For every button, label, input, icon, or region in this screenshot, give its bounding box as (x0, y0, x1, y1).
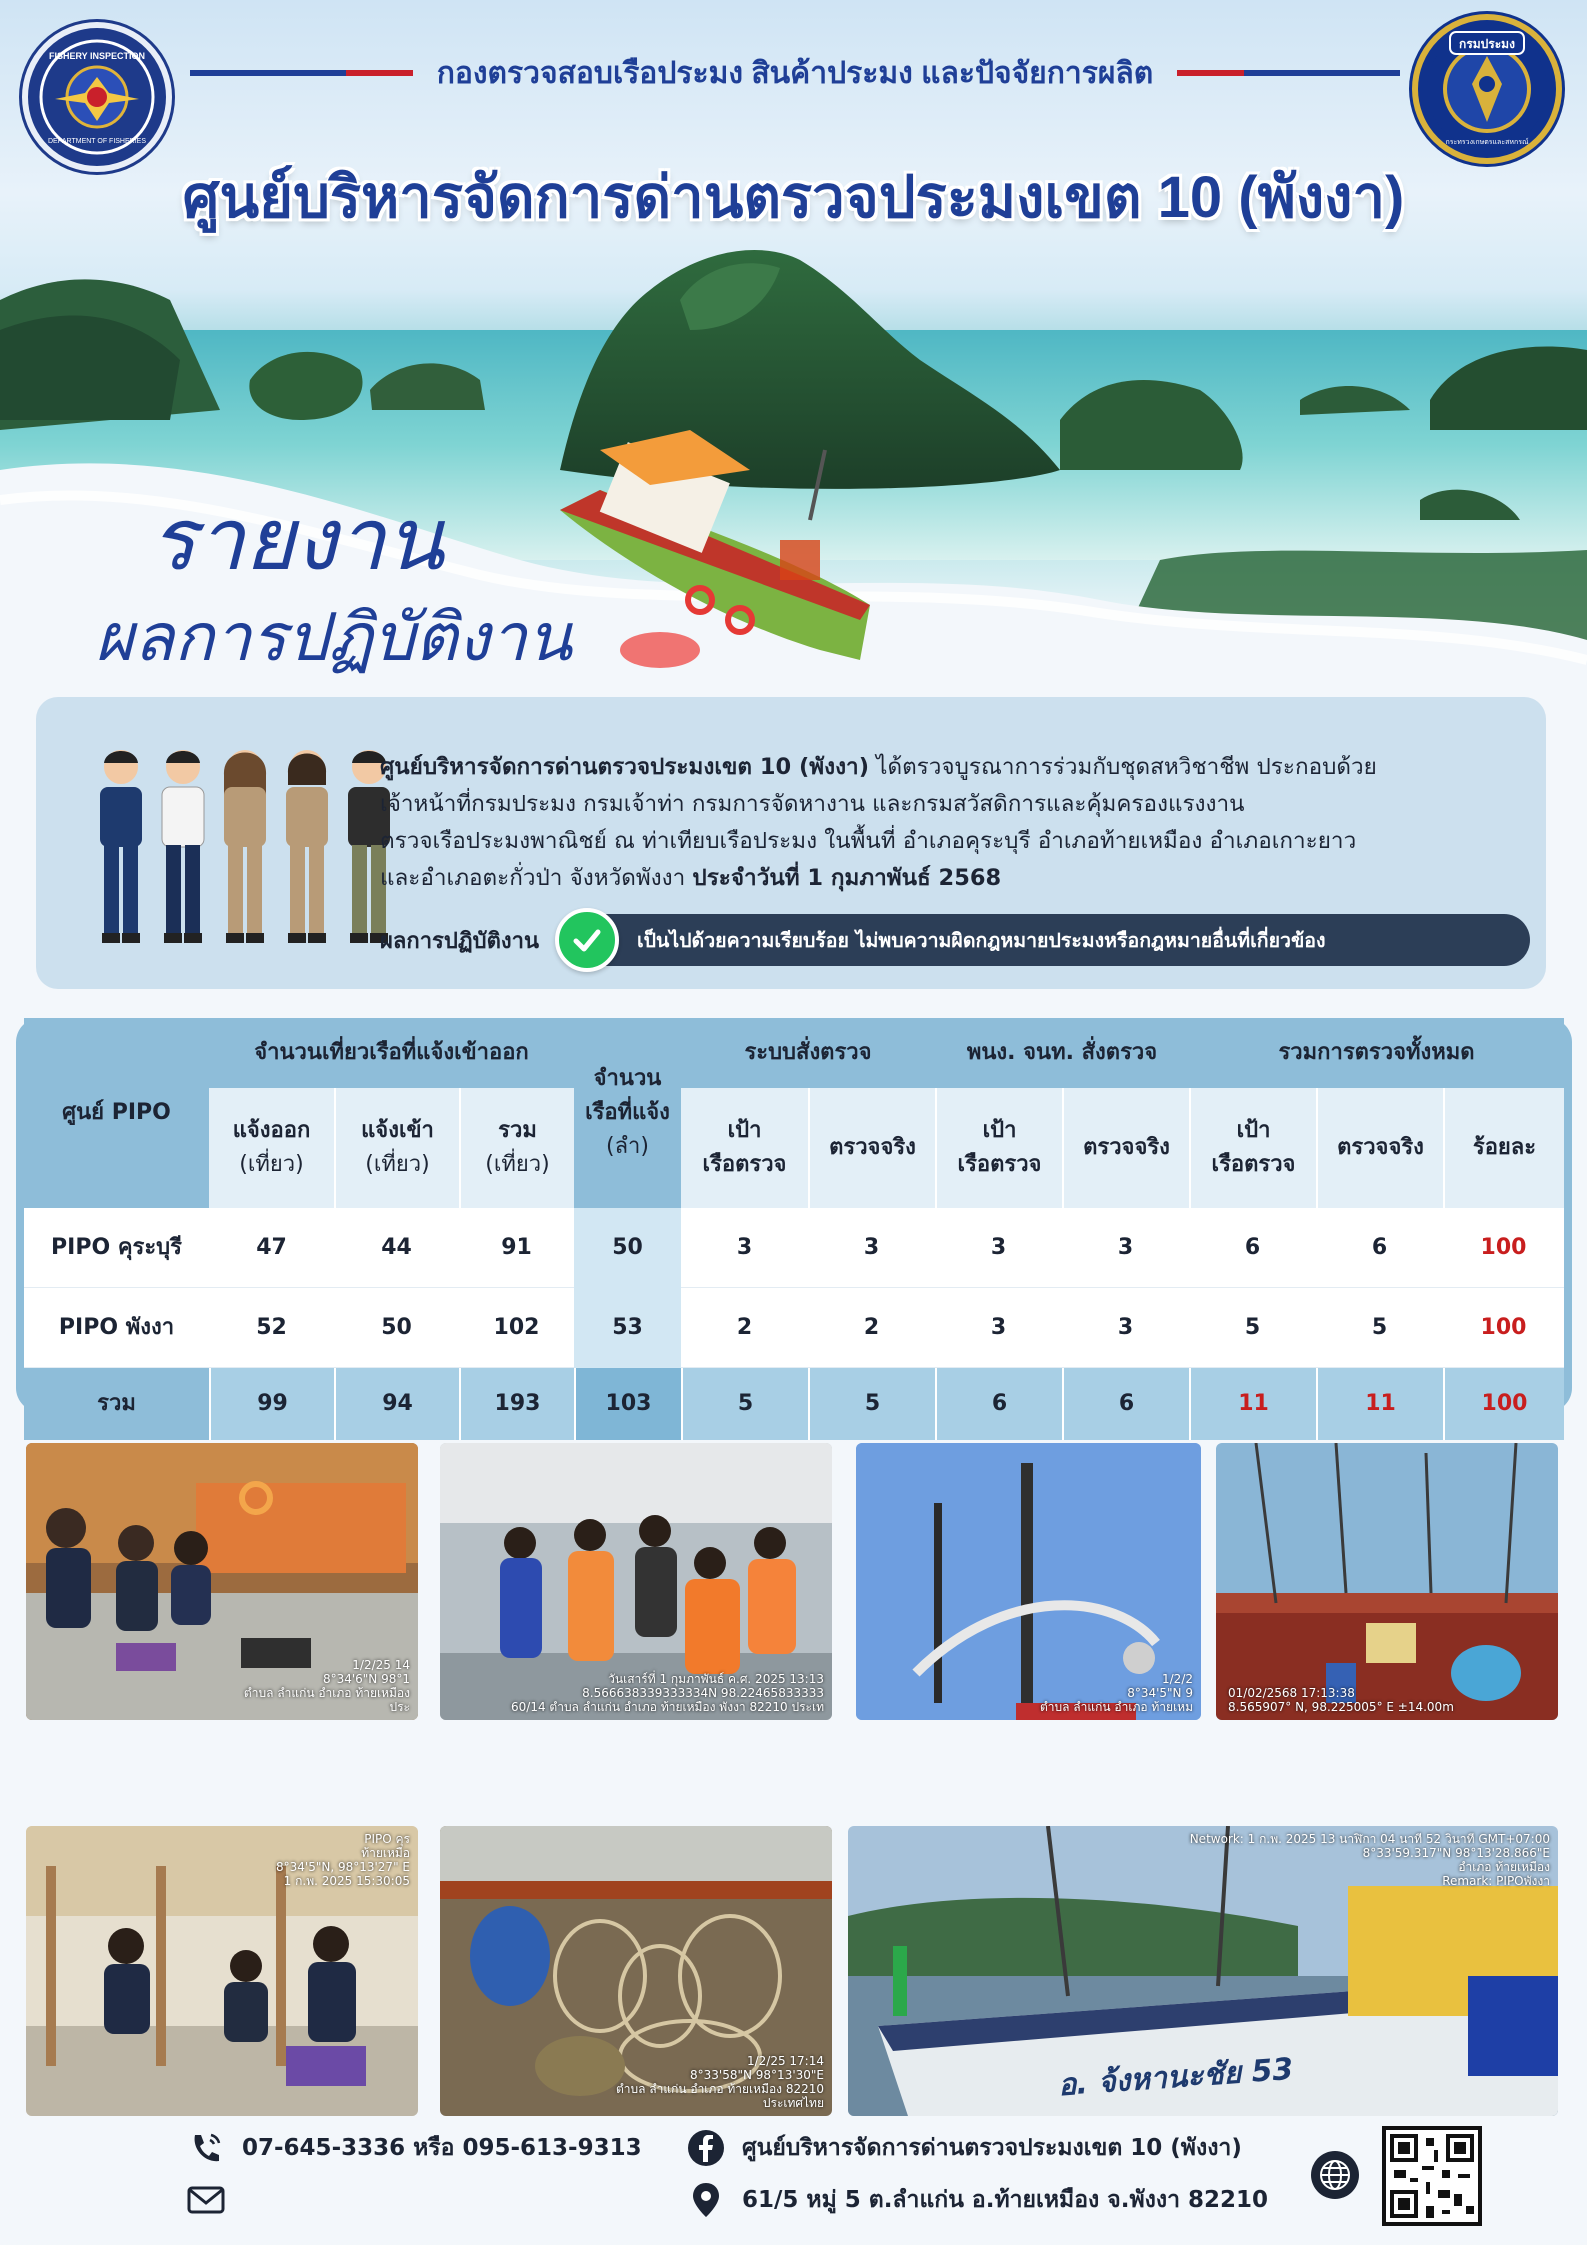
qr-code (1382, 2126, 1482, 2226)
subheader-percent: ร้อยละ (1443, 1088, 1564, 1208)
row-total-out: 99 (209, 1368, 334, 1440)
hero-banner (0, 0, 1587, 690)
footer-facebook (686, 2128, 1242, 2168)
facebook-icon (686, 2128, 726, 2168)
photo-boat-deck (1216, 1443, 1558, 1720)
photo-6-timestamp: 1/2/25 17:14 8°33'58"N 98°13'30"E ตำบล ลำแก่น อำเภอ ท้ายเหมือง 82210 ประเทศไทย (615, 2054, 824, 2110)
summary-line-3: ตรวจเรือประมงพาณิชย์ ณ ท่าเทียบเรือประมง ในพื้นที่ อำเภอคุระบุรี อำเภอท้ายเหมือง อำเภอเกาะยาว (380, 828, 1357, 854)
summary-line-1 (380, 749, 1510, 786)
row-kuraburi-total-actual: 6 (1316, 1208, 1443, 1288)
row-total-total-actual: 11 (1316, 1368, 1443, 1440)
header-trip-count: จำนวนเที่ยวเรือที่แจ้งเข้าออก (209, 1018, 574, 1088)
subheader-in-label: แจ้งเข้า (361, 1118, 434, 1143)
summary-line-4 (380, 860, 1510, 897)
subheader-total-target-line2: เรือตรวจ (1211, 1152, 1296, 1177)
subheader-sum (459, 1088, 574, 1208)
subheader-in-unit: (เที่ยว) (365, 1152, 430, 1177)
row-phangnga-system-target: 2 (681, 1288, 808, 1368)
phone-icon (186, 2128, 226, 2168)
row-total-name: รวม (24, 1368, 209, 1440)
subheader-system-target-line2: เรือตรวจ (702, 1152, 787, 1177)
photo-crew-lifejackets (440, 1443, 832, 1720)
row-total-in: 94 (334, 1368, 459, 1440)
logo-left-bottom-text: DEPARTMENT OF FISHERIES (47, 138, 147, 145)
staff-group-illustration (86, 745, 396, 955)
summary-line-4-rest: และอำเภอตะกั่วป่า จังหวัดพังงา (380, 865, 693, 891)
row-phangnga-total-target: 5 (1189, 1288, 1316, 1368)
subheader-officer-target-line1: เป้า (982, 1118, 1017, 1143)
row-kuraburi-percent: 100 (1443, 1208, 1564, 1288)
header-vessel-count-line1: จำนวน (593, 1066, 662, 1091)
mail-icon (186, 2180, 226, 2220)
row-total-sum: 193 (459, 1368, 574, 1440)
photo-4-timestamp: 01/02/2568 17:13:38 8.565907° N, 98.225005° E ±14.00m (1228, 1686, 1454, 1714)
subheader-officer-actual: ตรวจจริง (1062, 1088, 1189, 1208)
subheader-officer-target (935, 1088, 1062, 1208)
subheader-total-target-line1: เป้า (1236, 1118, 1271, 1143)
row-phangnga-officer-target: 3 (935, 1288, 1062, 1368)
footer-address (686, 2180, 1268, 2220)
subheader-system-target (681, 1088, 808, 1208)
row-kuraburi-name: PIPO คุระบุรี (24, 1208, 209, 1288)
photo-1-timestamp: 1/2/25 14 8°34'6"N 98°1 ตำบล ลำแก่น อำเภอ ท้ายเหมือง ประ (243, 1658, 410, 1714)
header-vessel-count (574, 1018, 681, 1208)
subheader-out (209, 1088, 334, 1208)
subheader-out-unit: (เที่ยว) (239, 1152, 304, 1177)
row-total-vessels: 103 (574, 1368, 681, 1440)
operation-summary-box (36, 697, 1546, 989)
row-phangnga-vessels: 53 (574, 1288, 681, 1368)
subheader-system-target-line1: เป้า (727, 1118, 762, 1143)
row-phangnga-sum: 102 (459, 1288, 574, 1368)
page-title: ศูนย์บริหารจัดการด่านตรวจประมงเขต 10 (พังงา) (182, 165, 1405, 230)
inspection-results-table (16, 1018, 1572, 1416)
row-kuraburi-system-actual: 3 (808, 1208, 935, 1288)
subheader-sum-unit: (เที่ยว) (485, 1152, 550, 1177)
subheader-total-actual: ตรวจจริง (1316, 1088, 1443, 1208)
photo-2-timestamp: วันเสาร์ที่ 1 กุมภาพันธ์ ค.ศ. 2025 13:13 8.566638339333334N 98.22465833333 60/14 ตำบล ลำแก่น อำเภอ ท้ายเหมือง พังงา 82210 ประเท (511, 1672, 824, 1714)
boat-name-plate: อ. จ้งหานะชัย 53 (1057, 2051, 1295, 2104)
header-pipo-center: ศูนย์ PIPO (24, 1018, 209, 1208)
row-phangnga-out: 52 (209, 1288, 334, 1368)
row-kuraburi-vessels: 50 (574, 1208, 681, 1288)
header-vessel-count-unit: (ลำ) (605, 1134, 649, 1159)
subheader-out-label: แจ้งออก (232, 1118, 311, 1143)
logo-right-bottom-text: กระทรวงเกษตรและสหกรณ์ (1445, 139, 1529, 146)
row-kuraburi-officer-actual: 3 (1062, 1208, 1189, 1288)
row-kuraburi-out: 47 (209, 1208, 334, 1288)
row-total-officer-actual: 6 (1062, 1368, 1189, 1440)
globe-icon (1310, 2150, 1360, 2200)
row-kuraburi-total-target: 6 (1189, 1208, 1316, 1288)
row-phangnga-name: PIPO พังงา (24, 1288, 209, 1368)
address-text: 61/5 หมู่ 5 ต.ลำแก่น อ.ท้ายเหมือง จ.พังงา 82210 (742, 2187, 1269, 2213)
row-kuraburi-sum: 91 (459, 1208, 574, 1288)
photo-document-check (26, 1443, 418, 1720)
row-phangnga-total-actual: 5 (1316, 1288, 1443, 1368)
row-total-percent: 100 (1443, 1368, 1564, 1440)
summary-paragraph (380, 749, 1510, 897)
department-of-fisheries-logo (1412, 14, 1562, 164)
photo-desk-inspection (26, 1826, 418, 2116)
summary-date: ประจำวันที่ 1 กุมภาพันธ์ 2568 (692, 865, 1002, 891)
row-phangnga-in: 50 (334, 1288, 459, 1368)
subheader-sum-label: รวม (498, 1118, 537, 1143)
phone-numbers: 07-645-3336 หรือ 095-613-9313 (242, 2135, 642, 2161)
row-total-system-target: 5 (681, 1368, 808, 1440)
subheader-total-target (1189, 1088, 1316, 1208)
header-officer-ordered: พนง. จนท. สั่งตรวจ (935, 1018, 1189, 1088)
row-kuraburi-in: 44 (334, 1208, 459, 1288)
header-divider-right (1177, 70, 1400, 76)
subheader-officer-target-line2: เรือตรวจ (957, 1152, 1042, 1177)
row-phangnga-system-actual: 2 (808, 1288, 935, 1368)
check-icon (555, 908, 619, 972)
result-status: เป็นไปด้วยความเรียบร้อย ไม่พบความผิดกฎหมายประมงหรือกฎหมายอื่นที่เกี่ยวข้อง (593, 914, 1530, 966)
table-grid (24, 1018, 1564, 1416)
header-vessel-count-line2: เรือที่แจ้ง (585, 1100, 670, 1125)
location-pin-icon (686, 2180, 726, 2220)
logo-left-top-text: FISHERY INSPECTION (48, 51, 146, 61)
organization-header (190, 50, 1400, 96)
header-total-inspections: รวมการตรวจทั้งหมด (1189, 1018, 1564, 1088)
footer-phone (186, 2128, 642, 2168)
row-total-system-actual: 5 (808, 1368, 935, 1440)
report-heading: รายงาน (150, 490, 444, 590)
row-total-officer-target: 6 (935, 1368, 1062, 1440)
row-kuraburi-officer-target: 3 (935, 1208, 1062, 1288)
summary-line-2: เจ้าหน้าที่กรมประมง กรมเจ้าท่า กรมการจัดหางาน และกรมสวัสดิการและคุ้มครองแรงงาน (380, 791, 1245, 817)
subheader-system-actual: ตรวจจริง (808, 1088, 935, 1208)
photo-fishing-gear (440, 1826, 832, 2116)
report-subheading: ผลการปฏิบัติงาน (95, 599, 572, 676)
header-system-ordered: ระบบสั่งตรวจ (681, 1018, 935, 1088)
row-phangnga-officer-actual: 3 (1062, 1288, 1189, 1368)
logo-right-top-text: กรมประมง (1459, 37, 1515, 51)
organization-name: กองตรวจสอบเรือประมง สินค้าประมง และปัจจัยการผลิต (436, 56, 1154, 90)
summary-org-name: ศูนย์บริหารจัดการด่านตรวจประมงเขต 10 (พังงา) (380, 754, 869, 780)
photo-5-timestamp: PIPO คุร ท้ายเหมือ 8°34'5"N, 98°13'27" E 1 ก.พ. 2025 15:30:05 (276, 1832, 410, 1888)
photo-7-timestamp: Network: 1 ก.พ. 2025 13 นาฬิกา 04 นาที 52 วินาที GMT+07:00 8°33'59.317"N 98°13'28.866"E อำเภอ ท้ายเหมือง Remark: PIPOพังงา (1189, 1832, 1550, 1888)
summary-line-1-rest: ได้ตรวจบูรณาการร่วมกับชุดสหวิชาชีพ ประกอบด้วย (868, 754, 1377, 780)
row-phangnga-percent: 100 (1443, 1288, 1564, 1368)
photo-vessel-hull (848, 1826, 1558, 2116)
photo-3-timestamp: 1/2/2 8°34'5"N 9 ตำบล ลำแก่น อำเภอ ท้ายเหม (1039, 1672, 1193, 1714)
facebook-page-name: ศูนย์บริหารจัดการด่านตรวจประมงเขต 10 (พังงา) (742, 2135, 1242, 2161)
subheader-in (334, 1088, 459, 1208)
footer-email (186, 2180, 242, 2220)
row-total-total-target: 11 (1189, 1368, 1316, 1440)
result-row (380, 911, 1530, 969)
row-kuraburi-system-target: 3 (681, 1208, 808, 1288)
photo-mast-antenna (856, 1443, 1201, 1720)
result-label: ผลการปฏิบัติงาน (380, 928, 539, 954)
header-divider-left (190, 70, 413, 76)
